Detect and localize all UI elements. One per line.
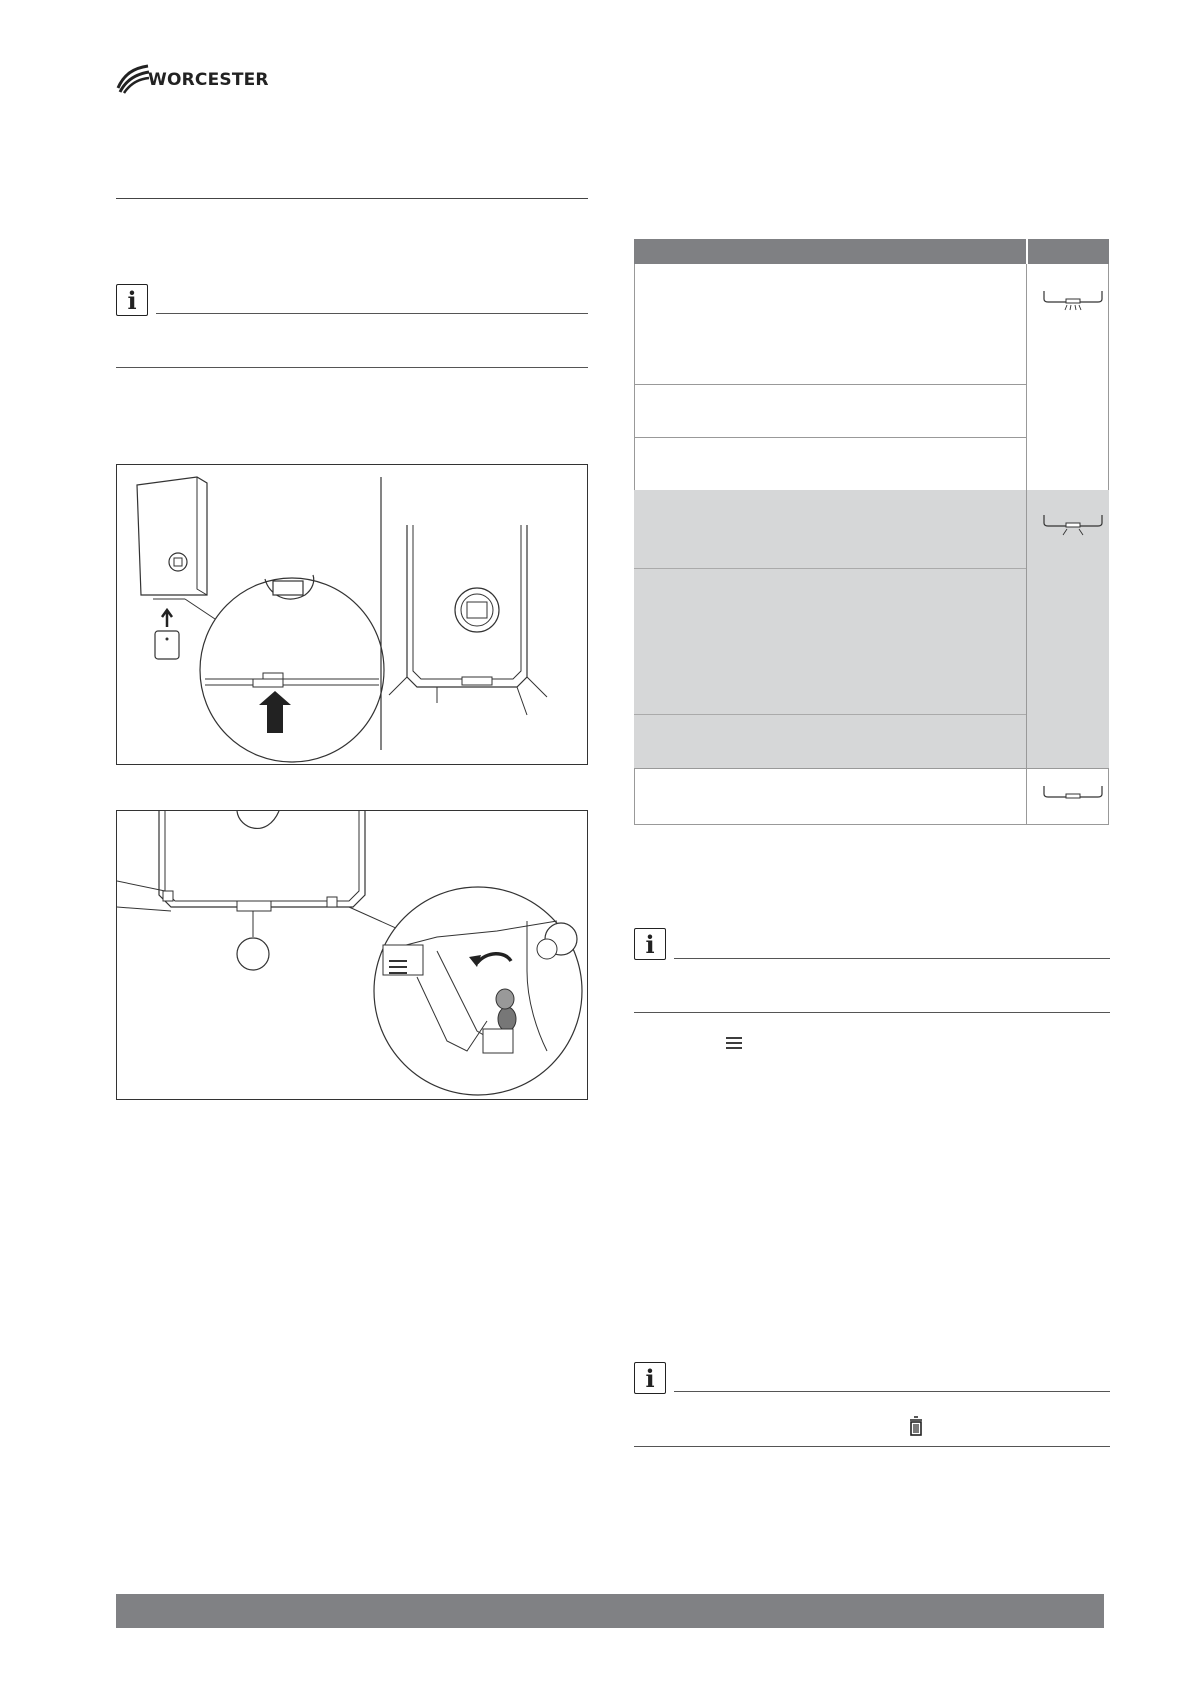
table-group-1 (634, 264, 1109, 490)
worcester-logo (116, 62, 276, 96)
info-bottom-rule (634, 1446, 1110, 1447)
figure-cable-connection (116, 810, 588, 1100)
boiler-connection-illustration (117, 811, 587, 1099)
menu-icon (725, 1036, 743, 1050)
info-top-rule (674, 1391, 1110, 1392)
bin-icon (908, 1416, 924, 1436)
info-bottom-rule (116, 367, 588, 368)
table-header-cell-description (634, 239, 1026, 264)
display-light-on-icon (1042, 289, 1104, 313)
table-group-2 (634, 490, 1026, 768)
info-top-rule (674, 958, 1110, 959)
table-row-divider (634, 568, 1026, 569)
table-row-divider (634, 437, 1026, 438)
info-icon: i (634, 1362, 666, 1394)
brand-name: WORCESTER (148, 70, 269, 90)
table-row-divider (634, 714, 1026, 715)
table-header-cell-display (1028, 239, 1109, 264)
info-icon: i (116, 284, 148, 316)
section-divider (116, 198, 588, 199)
status-table (634, 239, 1109, 825)
figure-display-removal (116, 464, 588, 765)
info-top-rule (156, 313, 588, 314)
display-light-off-icon (1042, 784, 1104, 804)
info-bottom-rule (634, 1012, 1110, 1013)
info-icon: i (634, 928, 666, 960)
footer-bar (116, 1594, 1104, 1628)
table-row-divider (634, 384, 1026, 385)
boiler-display-illustration (117, 465, 587, 764)
worcester-swoosh-icon (116, 62, 150, 94)
display-light-flashing-icon (1042, 513, 1104, 537)
table-row-last (634, 768, 1109, 825)
